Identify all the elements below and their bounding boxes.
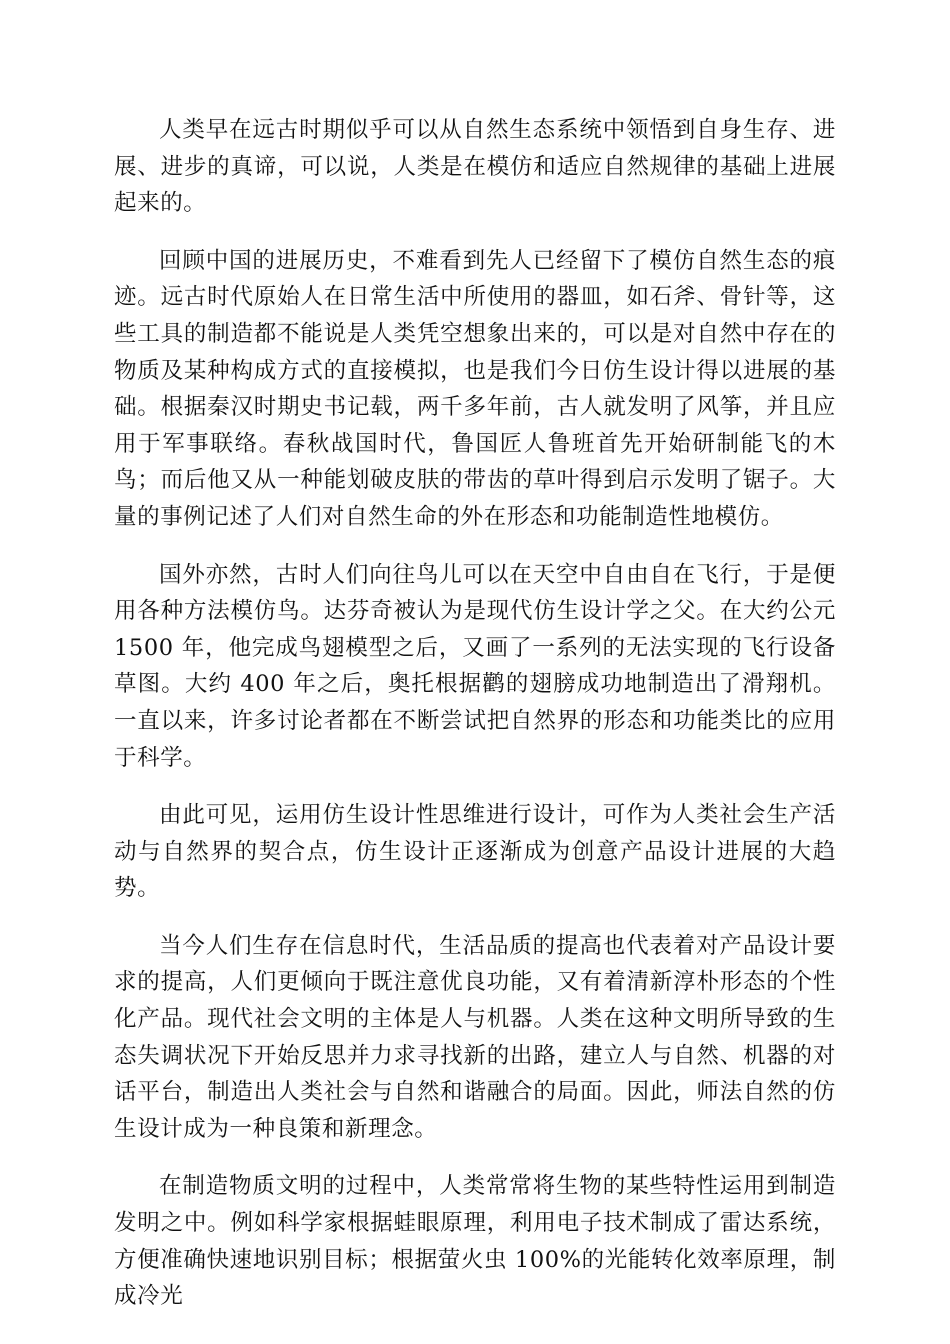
paragraph-3: 国外亦然，古时人们向往鸟儿可以在天空中自由自在飞行，于是便用各种方法模仿鸟。达芬奇被认为是现代仿生设计学之父。在大约公元 1500 年，他完成鸟翅模型之后，又画了一系列的无法实现的飞行设备草图。大约 400 年之后，奥托根据鹳的翅膀成功地制造出了滑翔机。一直以来，许多讨论者都在不断尝试把自然界的形态和功能类比的应用于科学。: [114, 561, 836, 771]
paragraph-2: 回顾中国的进展历史，不难看到先人已经留下了模仿自然生态的痕迹。远古时代原始人在日常生活中所使用的器皿，如石斧、骨针等，这些工具的制造都不能说是人类凭空想象出来的，可以是对自然中存在的物质及某种构成方式的直接模拟，也是我们今日仿生设计得以进展的基础。根据秦汉时期史书记载，两千多年前，古人就发明了风筝，并且应用于军事联络。春秋战国时代，鲁国匠人鲁班首先开始研制能飞的木鸟；而后他又从一种能划破皮肤的带齿的草叶得到启示发明了锯子。大量的事例记述了人们对自然生命的外在形态和功能制造性地模仿。: [114, 247, 836, 530]
paragraph-1: 人类早在远古时期似乎可以从自然生态系统中领悟到自身生存、进展、进步的真谛，可以说，人类是在模仿和适应自然规律的基础上进展起来的。: [114, 117, 836, 217]
document-page: [114, 112, 836, 1336]
paragraph-5: 当今人们生存在信息时代，生活品质的提高也代表着对产品设计要求的提高，人们更倾向于既注意优良功能，又有着清新淳朴形态的个性化产品。现代社会文明的主体是人与机器。人类在这种文明所导致的生态失调状况下开始反思并力求寻找新的出路，建立人与自然、机器的对话平台，制造出人类社会与自然和谐融合的局面。因此，师法自然的仿生设计成为一种良策和新理念。: [114, 932, 836, 1142]
paragraph-4: 由此可见，运用仿生设计性思维进行设计，可作为人类社会生产活动与自然界的契合点，仿生设计正逐渐成为创意产品设计进展的大趋势。: [114, 802, 836, 902]
paragraph-6: 在制造物质文明的过程中，人类常常将生物的某些特性运用到制造发明之中。例如科学家根据蛙眼原理，利用电子技术制成了雷达系统，方便准确快速地识别目标；根据萤火虫 100%的光能转化效率原理，制成冷光: [114, 1173, 836, 1310]
